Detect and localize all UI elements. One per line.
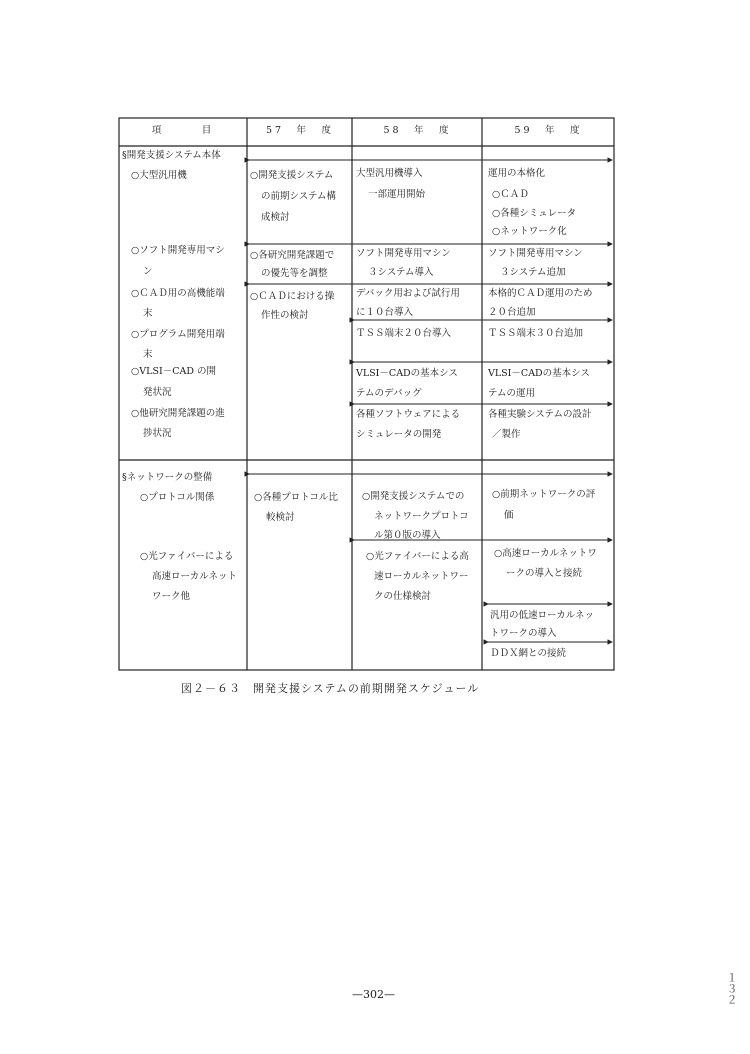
fy58-text: クの仕様検討: [374, 591, 432, 602]
fy59-text: 汎用の低速ローカルネッ: [490, 610, 595, 621]
header-item: 項 目: [151, 125, 215, 136]
fy59-text: ークの導入と接続: [506, 568, 583, 579]
fy58-text: テムのデバッグ: [356, 388, 422, 399]
header-fy57: 57 年 度: [265, 125, 335, 136]
item-text: 発状況: [143, 387, 172, 398]
fy59-text: ３システム追加: [500, 267, 566, 278]
fy58-text: ソフト開発専用マシン: [356, 248, 451, 259]
fy57-text: の優先等を調整: [261, 268, 328, 279]
item-text: ン: [143, 266, 153, 277]
item-text: ○大型汎用機: [131, 170, 187, 181]
fy59-text: テムの運用: [488, 388, 536, 399]
fy59-text: ○各種シミュレータ: [492, 208, 577, 219]
fy57-text: ○各種プロトコル比: [254, 492, 338, 503]
fy58-text: ○開発支援システムでの: [362, 491, 465, 502]
section-title: §開発支援システム本体: [122, 150, 221, 161]
item-text: ○プロトコル関係: [140, 492, 215, 503]
item-text: 高速ローカルネット: [152, 571, 238, 582]
fy58-text: ネットワークプロトコ: [374, 511, 469, 522]
fy59-text: 各種実験システムの設計: [488, 409, 592, 420]
fy58-text: ル第０版の導入: [374, 530, 441, 541]
item-text: 末: [143, 308, 153, 319]
fy59-text: 運用の本格化: [488, 168, 546, 179]
page-number: —302—: [352, 988, 395, 1001]
item-text: ○光ファイバーによる: [140, 551, 234, 562]
fy58-text: に１０台導入: [356, 307, 414, 318]
fy57-text: 作性の検討: [261, 310, 309, 321]
fy59-text: ○ＣＡＤ: [492, 189, 529, 200]
fy58-text: 各種ソフトウェアによる: [356, 409, 461, 420]
fy59-text: VLSI－CADの基本シス: [488, 368, 590, 379]
item-text: ○ＣＡＤ用の高機能端: [131, 288, 225, 299]
item-text: 末: [143, 349, 153, 360]
fy58-text: ３システム導入: [368, 267, 434, 278]
fy58-text: ○光ファイバーによる高: [366, 551, 469, 562]
fy58-text: デバック用および試行用: [356, 288, 460, 299]
fy58-text: 速ローカルネットワー: [374, 571, 469, 582]
fy59-text: ２０台追加: [488, 307, 536, 318]
fy59-text: 本格的ＣＡＤ運用のため: [488, 288, 593, 299]
item-text: ○プログラム開発用端: [131, 329, 225, 340]
fy58-text: 大型汎用機導入: [356, 168, 423, 179]
header-fy59: 59 年 度: [514, 125, 583, 136]
fy59-text: ／製作: [492, 429, 521, 440]
fy58-text: ＴＳＳ端末２０台導入: [356, 328, 452, 339]
margin-page-mark: １３２: [725, 972, 738, 1005]
fy59-text: ソフト開発専用マシン: [488, 248, 583, 259]
item-text: ○ソフト開発専用マシ: [131, 245, 225, 256]
header-fy58: 58 年 度: [383, 125, 452, 136]
fy59-text: 価: [504, 510, 514, 521]
fy59-text: ○ネットワーク化: [492, 226, 567, 237]
fy57-text: 較検討: [266, 512, 295, 523]
fy59-text: ○高速ローカルネットワ: [494, 548, 597, 559]
fy59-text: ○前期ネットワークの評: [492, 489, 596, 500]
item-text: ○VLSI－CAD の開: [131, 366, 216, 377]
fy58-text: シミュレータの開発: [356, 429, 442, 440]
fy57-text: ○各研究開発課題で: [250, 250, 335, 261]
item-text: ワーク他: [152, 591, 191, 602]
fy57-text: ○開発支援システム: [250, 170, 334, 181]
fy59-text: トワークの導入: [490, 628, 557, 639]
item-text: ○他研究開発課題の進: [131, 408, 225, 419]
fy58-text: VLSI－CADの基本シス: [356, 368, 458, 379]
fy57-text: の前期システム構: [261, 191, 337, 202]
fy58-text: 一部運用開始: [368, 189, 426, 200]
fy59-text: ＴＳＳ端末３０台追加: [488, 328, 584, 339]
fy57-text: 成検討: [261, 212, 290, 223]
fy59-text: ＤＤＸ網との接続: [490, 648, 567, 659]
section-title: §ネットワークの整備: [122, 472, 213, 483]
item-text: 捗状況: [143, 428, 172, 439]
figure-caption: 図２－６３ 開発支援システムの前期開発スケジュール: [181, 682, 480, 695]
fy57-text: ○ＣＡＤにおける操: [250, 291, 335, 302]
